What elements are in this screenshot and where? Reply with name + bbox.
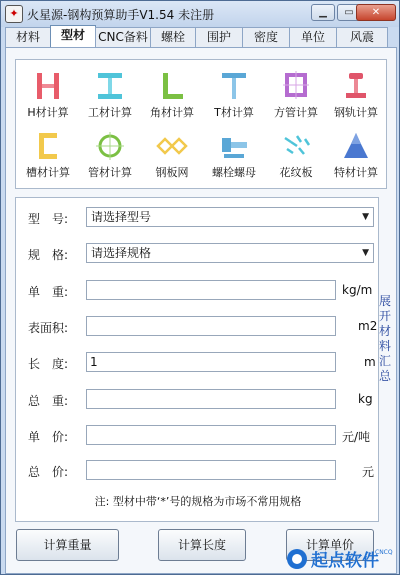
model-label: 型 号: bbox=[28, 212, 69, 226]
footnote: 注: 型材中带‘*’号的规格为市场不常用规格 bbox=[94, 495, 302, 508]
bolt-nut-icon bbox=[217, 130, 251, 162]
steel-mesh-item[interactable] bbox=[140, 128, 204, 186]
app-logo-icon[interactable]: ✦ bbox=[5, 5, 23, 23]
rail-item[interactable] bbox=[324, 68, 388, 126]
steel-mesh-label: 钢板网 bbox=[155, 166, 189, 179]
length-label: 长 度: bbox=[28, 357, 69, 371]
pipe-label: 管材计算 bbox=[88, 166, 132, 179]
calc-form bbox=[15, 197, 379, 522]
unit-weight-unit: kg/m bbox=[342, 283, 373, 297]
bolt-nut-item[interactable] bbox=[202, 128, 266, 186]
surface-area-field[interactable] bbox=[86, 316, 336, 336]
t-bar-item[interactable] bbox=[202, 68, 266, 126]
pipe-icon bbox=[93, 130, 127, 162]
calc-length-button[interactable]: 计算长度 bbox=[158, 529, 246, 561]
i-beam-label: 工材计算 bbox=[88, 106, 132, 119]
tab-bolts[interactable]: 螺栓 bbox=[150, 27, 196, 47]
checker-plate-item[interactable] bbox=[264, 128, 328, 186]
channel-steel-icon bbox=[31, 130, 65, 162]
h-beam-label: H材计算 bbox=[27, 106, 69, 119]
watermark-q-icon bbox=[285, 545, 397, 573]
spec-label: 规 格: bbox=[28, 248, 69, 262]
window-title: 火星源-钢构预算助手V1.54 未注册 bbox=[27, 8, 215, 22]
angle-steel-item[interactable] bbox=[140, 68, 204, 126]
chevron-down-icon[interactable]: ▼ bbox=[362, 248, 369, 258]
expand-summary-button[interactable]: 展开材料汇总 bbox=[378, 294, 391, 383]
surface-area-label: 表面积: bbox=[28, 321, 69, 335]
chevron-down-icon[interactable]: ▼ bbox=[362, 212, 369, 222]
unit-weight-field[interactable] bbox=[86, 280, 336, 300]
i-beam-icon bbox=[93, 70, 127, 102]
channel-steel-item[interactable] bbox=[16, 128, 80, 186]
tab-profiles[interactable]: 型材 bbox=[50, 25, 96, 47]
total-price-field[interactable] bbox=[86, 460, 336, 480]
model-select[interactable] bbox=[86, 207, 374, 227]
total-price-label: 总 价: bbox=[28, 465, 69, 479]
h-beam-item[interactable] bbox=[16, 68, 80, 126]
square-tube-label: 方管计算 bbox=[274, 106, 318, 119]
tab-enclosure[interactable]: 围护 bbox=[195, 27, 243, 47]
surface-area-unit: m2 bbox=[358, 319, 378, 333]
model-select-value: 请选择型号 bbox=[91, 210, 152, 224]
tab-cnc-prep[interactable]: CNC备料 bbox=[95, 27, 151, 47]
total-price-unit: 元 bbox=[362, 465, 375, 479]
steel-mesh-icon bbox=[155, 130, 189, 162]
profile-type-gallery bbox=[15, 59, 387, 189]
calc-price-button[interactable]: 计算单价 bbox=[286, 529, 374, 561]
title-bar[interactable] bbox=[1, 1, 399, 27]
rail-label: 钢轨计算 bbox=[334, 106, 378, 119]
unit-price-label: 单 价: bbox=[28, 430, 69, 444]
pipe-item[interactable] bbox=[78, 128, 142, 186]
unit-price-field[interactable] bbox=[86, 425, 336, 445]
unit-price-unit: 元/吨 bbox=[342, 430, 371, 444]
watermark-sub: CNCQ bbox=[375, 549, 393, 556]
channel-steel-label: 槽材计算 bbox=[26, 166, 70, 179]
i-beam-item[interactable] bbox=[78, 68, 142, 126]
total-weight-field[interactable] bbox=[86, 389, 336, 409]
h-beam-icon bbox=[31, 70, 65, 102]
spec-select[interactable] bbox=[86, 243, 374, 263]
angle-steel-icon bbox=[155, 70, 189, 102]
close-button[interactable]: ✕ bbox=[356, 4, 396, 21]
tab-wind-seismic[interactable]: 风震 bbox=[336, 27, 388, 47]
spec-select-value: 请选择规格 bbox=[91, 246, 152, 260]
watermark-logo bbox=[285, 545, 397, 573]
minimize-button[interactable]: ▁ bbox=[311, 4, 335, 21]
length-field[interactable]: 1 bbox=[86, 352, 336, 372]
special-steel-icon bbox=[339, 130, 373, 162]
total-weight-unit: kg bbox=[358, 392, 373, 406]
total-weight-label: 总 重: bbox=[28, 394, 69, 408]
profiles-panel bbox=[5, 47, 397, 574]
angle-steel-label: 角材计算 bbox=[150, 106, 194, 119]
checker-plate-icon bbox=[279, 130, 313, 162]
square-tube-icon bbox=[279, 70, 313, 102]
t-bar-icon bbox=[217, 70, 251, 102]
unit-weight-label: 单 重: bbox=[28, 285, 69, 299]
length-unit: m bbox=[364, 355, 376, 369]
special-steel-item[interactable] bbox=[324, 128, 388, 186]
tab-bar bbox=[5, 27, 397, 47]
bolt-nut-label: 螺栓螺母 bbox=[212, 166, 256, 179]
maximize-button[interactable]: ▭ bbox=[337, 4, 361, 21]
square-tube-item[interactable] bbox=[264, 68, 328, 126]
rail-icon bbox=[339, 70, 373, 102]
tab-materials[interactable]: 材料 bbox=[5, 27, 51, 47]
calc-weight-button[interactable]: 计算重量 bbox=[16, 529, 119, 561]
checker-plate-label: 花纹板 bbox=[279, 166, 313, 179]
special-steel-label: 特材计算 bbox=[334, 166, 378, 179]
watermark-brand: 起点软件 bbox=[311, 551, 379, 571]
tab-units[interactable]: 单位 bbox=[289, 27, 337, 47]
tab-density[interactable]: 密度 bbox=[242, 27, 290, 47]
t-bar-label: T材计算 bbox=[214, 106, 254, 119]
